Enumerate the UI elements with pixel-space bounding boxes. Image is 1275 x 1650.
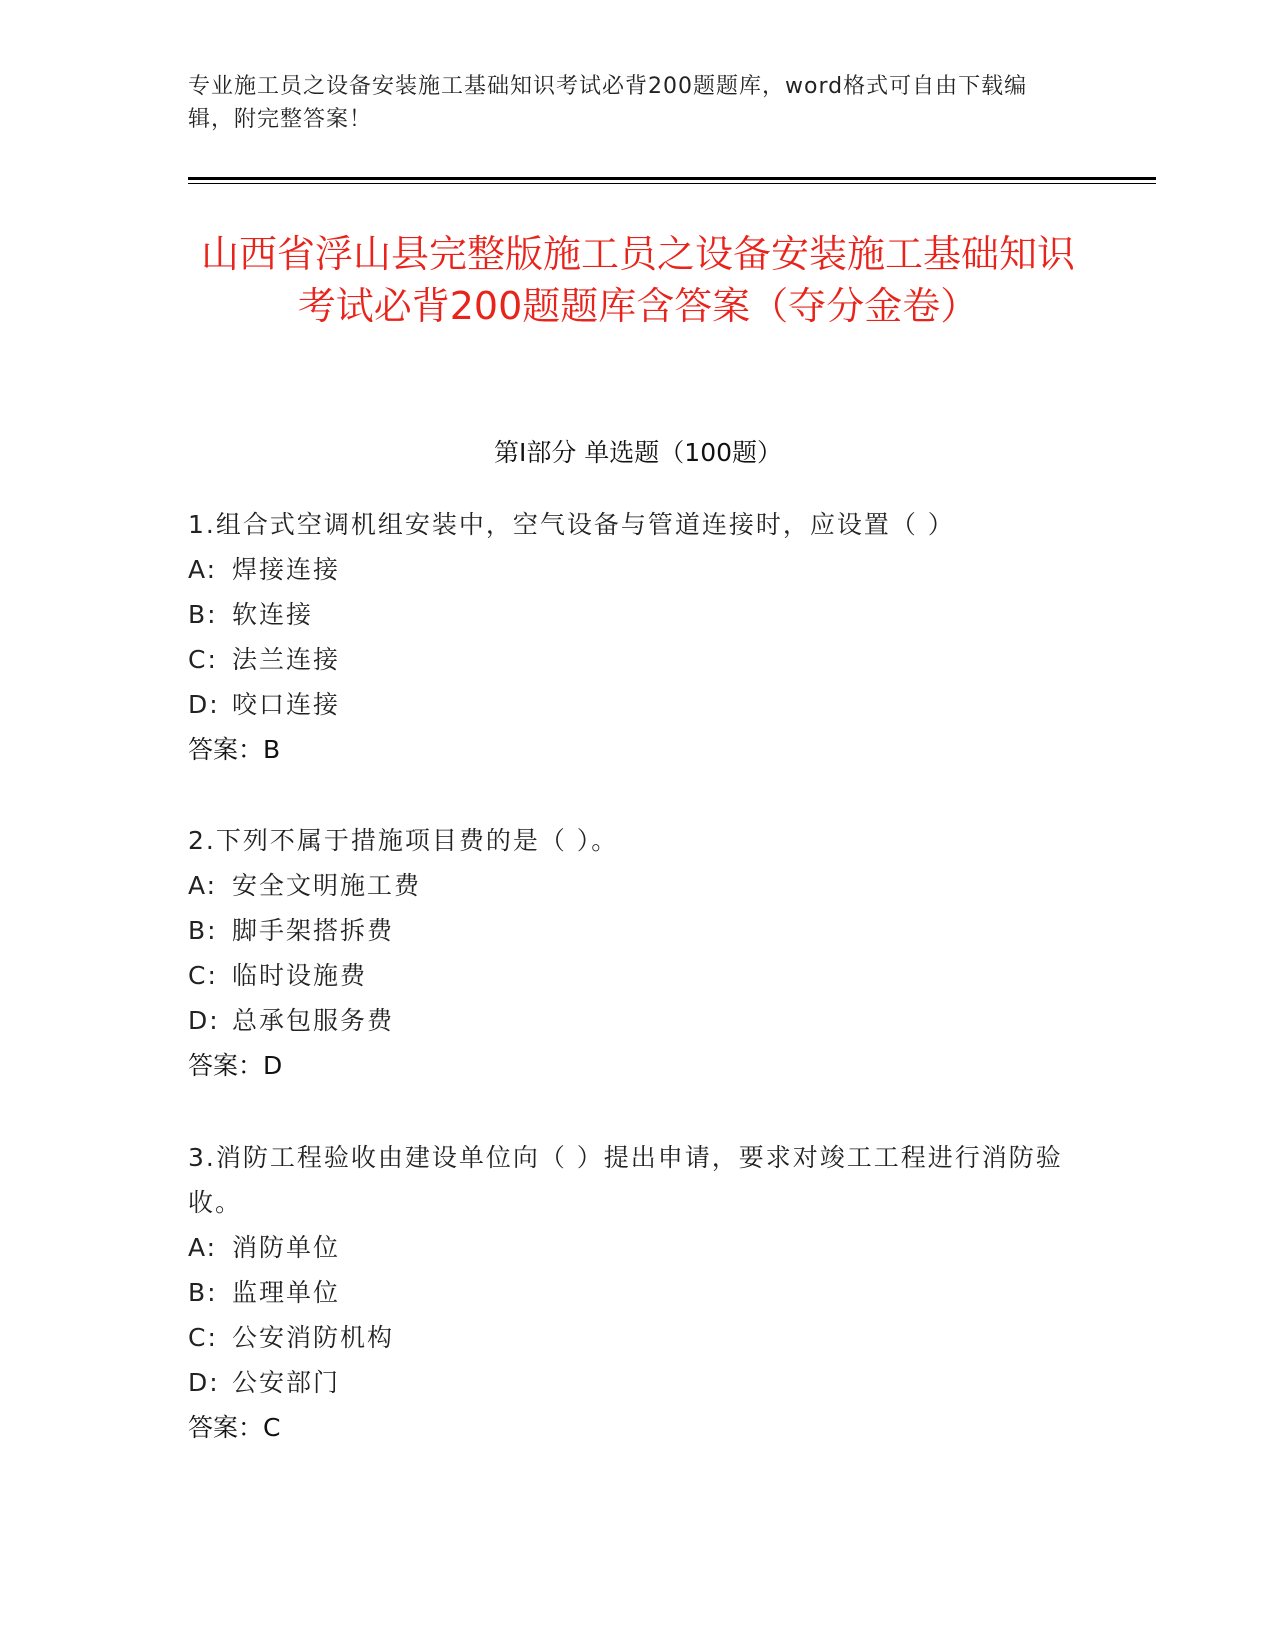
option-text: 咬口连接 [232,690,341,719]
option-a [188,547,1088,592]
option-b [188,592,1088,637]
option-d [188,1360,1088,1405]
answer-line: 答案：C [188,1413,281,1442]
option-text: 脚手架搭拆费 [232,916,395,945]
option-letter: A: [188,1233,218,1262]
option-c [188,1315,1088,1360]
header-divider-thin [188,183,1156,184]
document-title: 山西省浮山县完整版施工员之设备安装施工基础知识考试必背200题题库含答案（夺分金卷） [200,232,1075,328]
option-d [188,682,1088,727]
option-letter: D: [188,1006,220,1035]
question-stem: 3.消防工程验收由建设单位向（ ）提出申请，要求对竣工工程进行消防验收。 [188,1143,1063,1217]
section-heading: 第Ⅰ部分 单选题（100题） [493,438,783,467]
option-text: 总承包服务费 [232,1006,395,1035]
option-a [188,1225,1088,1270]
option-letter: C: [188,645,218,674]
option-c [188,953,1088,998]
question-3 [188,1135,1088,1450]
option-c [188,637,1088,682]
answer-line: 答案：D [188,1051,283,1080]
question-stem: 1.组合式空调机组安装中，空气设备与管道连接时，应设置（ ） [188,510,955,539]
question-2 [188,818,1088,1088]
option-letter: C: [188,1323,218,1352]
option-letter: A: [188,555,218,584]
option-letter: C: [188,961,218,990]
header-note: 专业施工员之设备安装施工基础知识考试必背200题题库，word格式可自由下载编辑，附完整答案！ [188,74,1028,132]
option-letter: D: [188,1368,220,1397]
option-text: 消防单位 [232,1233,341,1262]
option-letter: A: [188,871,218,900]
header-divider-thick [188,177,1156,180]
option-text: 安全文明施工费 [232,871,422,900]
answer-line: 答案：B [188,735,281,764]
option-letter: B: [188,916,218,945]
option-letter: B: [188,1278,218,1307]
option-d [188,998,1088,1043]
option-text: 焊接连接 [232,555,341,584]
option-b [188,908,1088,953]
option-text: 监理单位 [232,1278,341,1307]
option-text: 临时设施费 [232,961,368,990]
option-b [188,1270,1088,1315]
option-text: 公安消防机构 [232,1323,395,1352]
option-text: 公安部门 [232,1368,341,1397]
option-text: 软连接 [232,600,314,629]
question-stem: 2.下列不属于措施项目费的是（ ）。 [188,826,619,855]
option-a [188,863,1088,908]
question-1 [188,502,1088,772]
option-letter: B: [188,600,218,629]
option-text: 法兰连接 [232,645,341,674]
option-letter: D: [188,690,220,719]
